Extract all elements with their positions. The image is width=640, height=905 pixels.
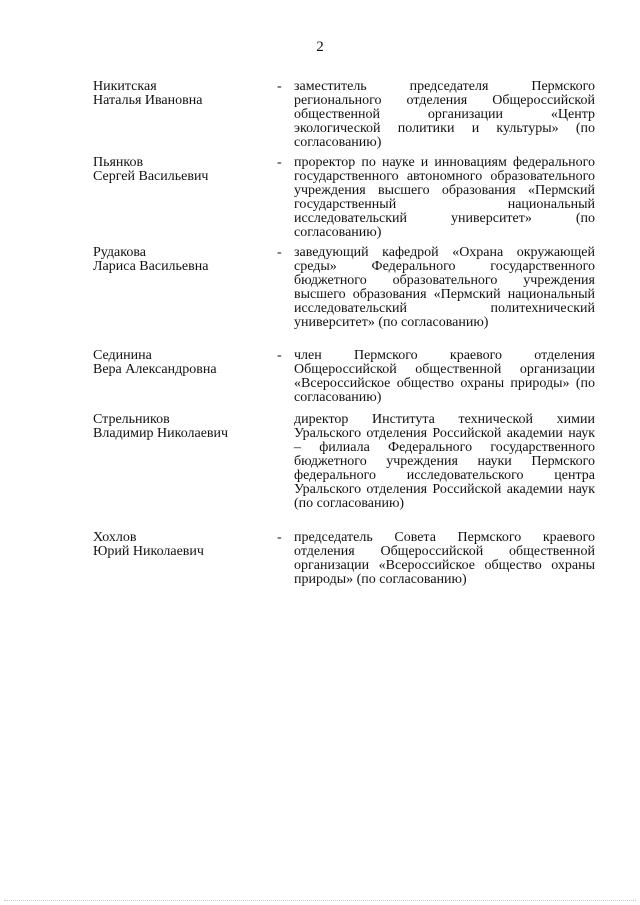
member-given-names: Владимир Николаевич	[93, 426, 229, 441]
member-surname: Никитская	[93, 79, 157, 94]
member-name	[93, 156, 273, 184]
member-position: заместитель председателя Пермского регионального отделения Общероссийской общественной организации «Центр экологической политики и культуры» (по согласованию)	[294, 79, 595, 150]
member-name	[93, 349, 273, 377]
member-position: член Пермского краевого отделения Общероссийской общественной организации «Всероссийское общество охраны природы» (по согласованию)	[294, 348, 595, 405]
member-position: проректор по науке и инновациям федерального государственного автономного образовательного учреждения высшего образования «Пермский государственный национальный исследовательский университет» (по согласованию)	[294, 155, 595, 240]
member-name	[93, 531, 273, 559]
separator-dash: -	[277, 530, 282, 545]
member-surname: Пьянков	[93, 155, 144, 170]
member-surname: Стрельников	[93, 412, 170, 427]
member-given-names: Лариса Васильевна	[93, 259, 209, 274]
member-given-names: Юрий Николаевич	[93, 544, 204, 559]
member-position: председатель Совета Пермского краевого отделения Общероссийской общественной организации «Всероссийское общество охраны природы» (по согласованию)	[294, 530, 595, 587]
separator-dash: -	[277, 348, 282, 363]
separator-dash: -	[277, 245, 282, 260]
member-given-names: Наталья Ивановна	[93, 93, 203, 108]
member-given-names: Сергей Васильевич	[93, 169, 209, 184]
separator-dash: -	[277, 79, 282, 94]
member-given-names: Вера Александровна	[93, 362, 217, 377]
separator-dash: -	[277, 155, 282, 170]
member-name	[93, 413, 273, 441]
member-surname: Хохлов	[93, 530, 137, 545]
member-surname: Рудакова	[93, 245, 146, 260]
page-number: 2	[316, 39, 324, 55]
member-position: заведующий кафедрой «Охрана окружающей среды» Федерального государственного бюджетного образовательного учреждения высшего образования «Пермский национальный исследовательский политехнический университет» (по согласованию)	[294, 245, 595, 330]
member-name	[93, 246, 273, 274]
member-surname: Сединина	[93, 348, 152, 363]
member-position: директор Института технической химии Уральского отделения Российской академии наук – филиала Федерального государственного бюджетного учреждения науки Пермского федерального исследовательского центра Уральского отделения Российской академии наук (по согласованию)	[294, 412, 595, 511]
member-name	[93, 80, 273, 108]
page-bottom-edge	[4, 900, 636, 902]
